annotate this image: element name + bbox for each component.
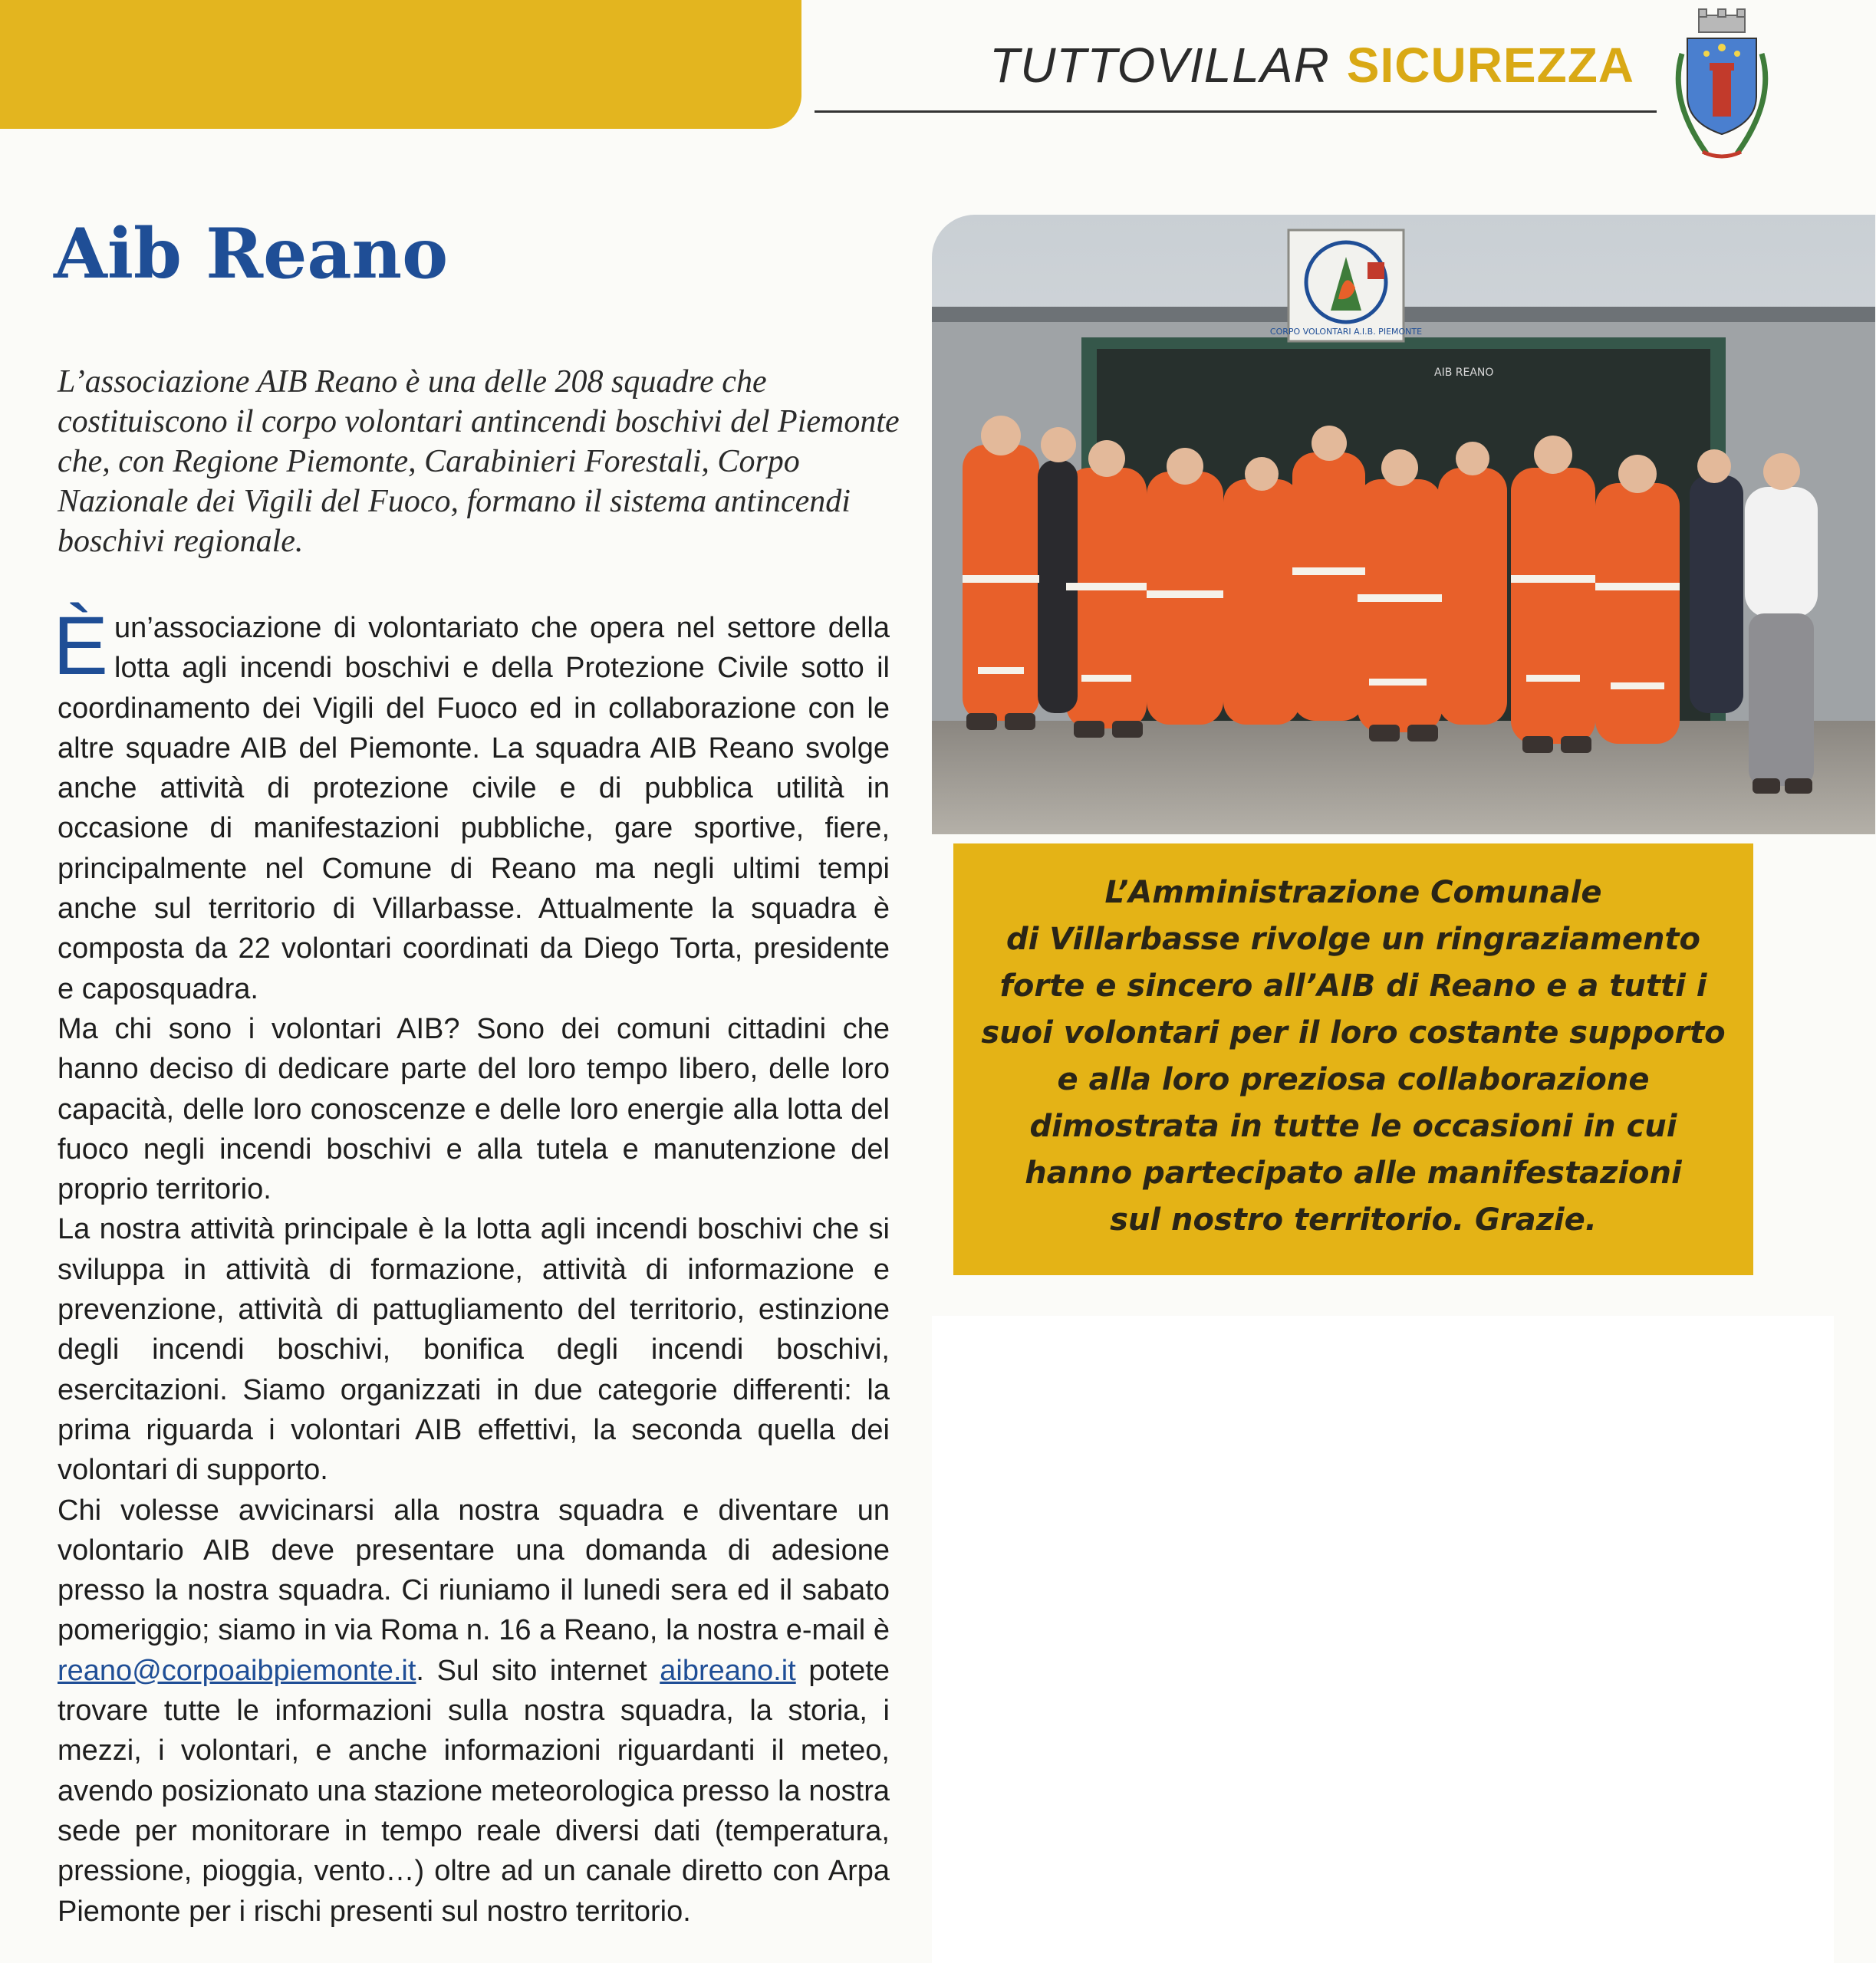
- thank-you-callout: [953, 843, 1753, 1275]
- door-label: AIB REANO: [1434, 367, 1494, 379]
- team-photo-illustration: [932, 215, 1875, 834]
- header-color-tab: [0, 0, 801, 129]
- callout-line: di Villarbasse rivolge un ringraziamento: [1005, 922, 1701, 957]
- paragraph-1-text: un’associazione di volontariato che opera nel settore della lotta agli incendi boschivi e della Protezione Civile sotto il coordinamento dei Vigili del Fuoco ed in collaborazione con le altre squadre AIB del Piemonte. La squadra AIB Reano svolge anche attività di protezione civile e di pubblica utilità in occasione di manifestazioni pubbliche, gare sportive, fiere, principalmente nel Comune di Reano ma negli ultimi tempi anche sul territorio di Villarbasse. Attualmente la squadra è composta da 22 volontari coordinati da Diego Torta, presidente e caposquadra.: [58, 612, 890, 1005]
- email-link[interactable]: reano@corpoaibpiemonte.it: [58, 1654, 416, 1687]
- sign-caption: CORPO VOLONTARI A.I.B. PIEMONTE: [1269, 327, 1423, 337]
- blank-panel: [932, 1316, 1834, 1963]
- callout-line: dimostrata in tutte le occasioni in cui: [1029, 1109, 1677, 1144]
- drop-cap: È: [53, 599, 109, 692]
- callout-line: L’Amministrazione Comunale: [1104, 875, 1602, 910]
- body-paragraph-4: [58, 1491, 890, 1932]
- callout-line: sul nostro territorio. Grazie.: [1110, 1202, 1597, 1238]
- callout-line: hanno partecipato alle manifestazioni: [1025, 1156, 1682, 1191]
- website-link[interactable]: aibreano.it: [660, 1654, 796, 1687]
- section-masthead: [989, 37, 1634, 94]
- callout-line: suoi volontari per il loro costante supporto: [981, 1015, 1726, 1051]
- header-rule: [815, 110, 1657, 113]
- callout-line: forte e sincero all’AIB di Reano e a tutti i: [999, 968, 1707, 1004]
- municipal-crest-icon: [1660, 8, 1783, 165]
- masthead-section: SICUREZZA: [1346, 38, 1634, 93]
- paragraph-4-text-b: . Sul sito internet: [416, 1654, 647, 1687]
- article-body: [53, 599, 890, 1932]
- body-paragraph-3: La nostra attività principale è la lotta agli incendi boschivi che si sviluppa in attività di formazione, attività di informazione e prevenzione, attività di pattugliamento del territorio, estinzione degli incendi boschivi, bonifica degli incendi boschivi, esercitazioni. Siamo organizzati in due categorie differenti: la prima riguarda i volontari AIB effettivi, la seconda quella dei volontari di supporto.: [58, 1213, 890, 1487]
- callout-line: e alla loro preziosa collaborazione: [1057, 1062, 1650, 1097]
- team-photo: [932, 215, 1875, 834]
- body-paragraph-2: Ma chi sono i volontari AIB? Sono dei comuni cittadini che hanno deciso di dedicare parte del loro tempo libero, delle loro capacità, delle loro conoscenze e delle loro energie alla lotta del fuoco negli incendi boschivi e alla tutela e manutenzione del proprio territorio.: [58, 1012, 890, 1206]
- article-title: Aib Reano: [54, 213, 449, 294]
- article-intro: L’associazione AIB Reano è una delle 208 squadre che costituiscono il corpo volontari antincendi boschivi del Piemonte che, con Regione Piemonte, Carabinieri Forestali, Corpo Nazionale dei Vigili del Fuoco, formano il sistema antincendi boschivi regionale.: [58, 364, 900, 559]
- paragraph-4-text-a: Chi volesse avvicinarsi alla nostra squadra e diventare un volontario AIB deve presentare una domanda di adesione presso la nostra squadra. Ci riuniamo il lunedi sera ed il sabato pomeriggio; siamo in via Roma n. 16 a Reano, la nostra e-mail è: [58, 1494, 890, 1647]
- body-paragraph-1: [53, 599, 890, 1009]
- paragraph-4-text-c: potete trovare tutte le informazioni sulla nostra squadra, la storia, i mezzi, i volontari, e anche informazioni riguardanti il meteo, avendo posizionato una stazione meteorologica presso la nostra sede per monitorare in tempo reale diversi dati (temperatura, pressione, pioggia, vento…) oltre ad un canale diretto con Arpa Piemonte per i rischi presenti sul nostro territorio.: [58, 1654, 890, 1928]
- masthead-prefix: TUTTOVILLAR: [989, 38, 1330, 93]
